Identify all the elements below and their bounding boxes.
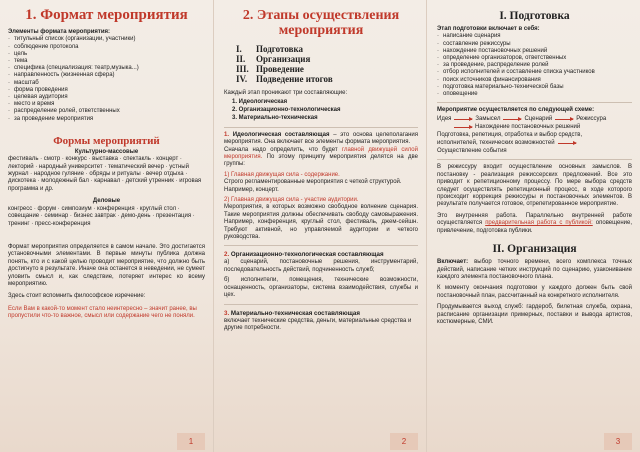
- flow-step: Осуществление события: [437, 148, 507, 155]
- list-item: · нахождение постановочных решений: [437, 48, 632, 55]
- page-number: 3: [604, 433, 632, 450]
- list-item: · поиск источников финансирования: [437, 77, 632, 84]
- divider: [437, 159, 632, 160]
- business-forms: конгресс · форум · симпозиум · конференция · круглый стол · совещание · семинар · бизнес завтрак · демо-день · презентация · тренинг · пресс-конференция: [8, 205, 195, 227]
- prep-list: [437, 33, 632, 98]
- stage-item: II. Организация: [236, 54, 311, 64]
- list-item: · цель: [8, 51, 205, 58]
- elements-heading: Элементы формата мероприятия:: [8, 29, 111, 35]
- list-item: · определение организаторов, ответственных: [437, 55, 632, 62]
- list-item: 2. Организационно-технологическая: [232, 107, 341, 114]
- scheme-flow-2: [437, 124, 632, 131]
- page-1: [0, 0, 213, 452]
- divider: [224, 304, 418, 305]
- list-item: · тема: [8, 58, 205, 65]
- flow-step: Нахождение постановочных решений: [475, 123, 581, 130]
- directing-paragraph: В режиссуру входит осуществление основных замыслов. В постановку - реализация режиссерских предложений. Все это приводит к репетиционному процессу. По мере выбора средств следует осуществлять репетиционный процесс, в ходе которого происходит коррекция режиссуры и постановочных элементов. В результате получается готовое, отрепетированное мероприятие.: [437, 164, 632, 208]
- list-item: · подготовка материально-технической базы: [437, 84, 632, 91]
- list-item: · титульный список (организации, участники): [8, 36, 205, 43]
- group-2-text: Мероприятия, в которых возможно свободное волнение сценария. Такие мероприятия должны обеспечивать свободу самовыражения. Например, конференция, круглый стол, фестиваль, джем-сейшн. Требуют активной, но управляемой аудитории и четкого руководства.: [224, 204, 418, 241]
- business-heading: Деловые: [92, 198, 121, 205]
- page-3: [426, 0, 640, 452]
- flow-step: Режиссура: [576, 115, 607, 122]
- list-item: 1. Идеологическая: [232, 99, 288, 106]
- stages-list: [224, 44, 418, 84]
- quote-text: Если Вам в какой-то момент стало неинтересно – значит ранее, вы пропустили что-то важное, смысл или содержание чего не поняли.: [8, 305, 197, 320]
- stage-item: I. Подготовка: [236, 44, 304, 54]
- org-paragraph-1: Включает: выбор точного времени, всего комплекса точных действий, написание четких инструкций по сценарию, узаконивание каждого элемента постановочного плана.: [437, 259, 632, 280]
- flow-step: Подготовка, репетиция, отработка и выбор средств,: [437, 131, 583, 138]
- page-number: 2: [390, 433, 418, 450]
- scheme-heading: Мероприятие осуществляется по следующей схеме:: [437, 107, 595, 114]
- list-item: · масштаб: [8, 80, 205, 87]
- list-item: · специфика (специализация: театр,музыка...): [8, 65, 205, 72]
- internal-work-paragraph: Это внутренняя работа. Параллельно внутренней работе осуществляется предварительная работа с публикой: оповещение, привлечение, подготовка публики.: [437, 212, 633, 234]
- arrow-right-icon: [454, 119, 472, 120]
- page-title: 2. Этапы осуществления мероприятия: [242, 8, 400, 38]
- page-title: 1. Формат мероприятия: [25, 7, 188, 23]
- components-list: [224, 99, 418, 122]
- group-2-title: 2) Главная движущая сила - участие аудитории.: [224, 197, 359, 204]
- flow-step: Идея: [437, 115, 452, 122]
- list-item: · соблюдение протокола: [8, 44, 205, 51]
- section-title-organization: II. Организация: [492, 243, 577, 256]
- group-1-text: Строго регламентированные мероприятия с четкой структурой. Например, концерт.: [224, 179, 402, 193]
- components-intro: Каждый этап проникают три составляющие:: [224, 90, 348, 96]
- material-text: включает технические средства, деньги, материальные средства и другие потребности.: [224, 317, 412, 331]
- group-1-title: 1) Главная движущая сила - содержание.: [224, 171, 340, 178]
- org-tech-a: а) сценарий, постановочные решения, инструментарий, последовательность действий, подчиненность служб;: [224, 259, 418, 273]
- list-item: · отбор исполнителей и составление списка участников: [437, 69, 632, 76]
- list-item: · целевая аудитория: [8, 94, 205, 101]
- page-2: [213, 0, 426, 452]
- stage-item: III. Проведение: [236, 64, 304, 74]
- list-item: · за проведение мероприятия: [8, 116, 205, 123]
- list-item: 3. Материально-техническая: [232, 115, 318, 121]
- ideological-paragraph: 1. Идеологическая составляющая – это основа целеполагания мероприятия. Она включает все элементы формата мероприятия.: [224, 131, 419, 146]
- scheme-flow-3: [437, 140, 632, 147]
- arrow-right-icon: [558, 143, 576, 144]
- list-item: · форма проведения: [8, 87, 205, 94]
- page-number: 1: [177, 433, 205, 450]
- driving-force-paragraph: Сначала надо определить, что будет главной движущей силой мероприятия. По этому принципу мероприятия делятся на две группы:: [224, 146, 418, 168]
- list-item: · написание сценария: [437, 33, 632, 40]
- list-item: · оповещение: [437, 91, 632, 98]
- section-title-preparation: I. Подготовка: [499, 10, 570, 22]
- flow-step: Сценарий: [524, 115, 553, 122]
- cultural-heading: Культурно-массовые: [74, 148, 139, 155]
- list-item: · распределение ролей, ответственных: [8, 108, 205, 115]
- list-item: · составление режиссуры: [437, 41, 632, 48]
- list-item: · направленность (жизненная сфера): [8, 72, 205, 79]
- org-paragraph-2: К моменту окончания подготовки у каждого должен быть свой постановочный план, рассчитанный на конкретного исполнителя.: [437, 285, 632, 299]
- arrow-right-icon: [555, 119, 573, 120]
- divider: [437, 102, 632, 103]
- stage-item: IV. Подведение итогов: [236, 74, 333, 84]
- elements-list: [8, 36, 205, 122]
- prep-heading: Этап подготовки включает в себя:: [437, 26, 540, 32]
- divider: [224, 245, 418, 246]
- divider: [224, 127, 418, 128]
- org-paragraph-3: Продумывается выход служб: гардероб, билетная служба, охрана, расписание организации примерных, поставки и вывода артистов, костюмерные, СМИ.: [437, 304, 632, 325]
- list-item: · место и время: [8, 101, 205, 108]
- org-tech-b: б) исполнители, помещения, технические возможности, оснащенность, организаторы, система взаимодействия, службы и цех.: [224, 277, 418, 299]
- material-heading: 3. Материально-техническая составляющая: [224, 309, 360, 317]
- org-tech-heading: 2. Организационно-технологическая составляющая: [224, 251, 384, 259]
- flow-step: исполнителей, технических возможностей: [437, 140, 555, 147]
- arrow-right-icon: [503, 119, 521, 120]
- list-item: · за проведение, распределение ролей: [437, 62, 632, 69]
- scheme-flow: [437, 116, 632, 123]
- format-paragraph: Формат мероприятия определяется в самом начале. Это достигается установочными элементами. В первые минуты публика должна понять, кто и с какой целью проводит мероприятие, что должно быть достигнуто в результате. Иначе она останется в неведении, не сумеет уловить смысл и, как следствие, потеряет интерес ко всему мероприятию.: [8, 243, 205, 287]
- arrow-right-icon: [454, 127, 472, 128]
- quote-intro: Здесь стоит вспомнить философское изречение:: [8, 293, 146, 300]
- forms-title: Формы мероприятий: [53, 134, 160, 147]
- flow-step: Замысел: [475, 115, 501, 122]
- cultural-forms: фестиваль · смотр · конкурс · выставка · спектакль · концерт · лекторий · народный университет · тематический вечер · устный журнал · народное гуляние · обряды и ритуалы · вечер отдыха · дискотека · молодежный бал · карнавал · детский утренник · игровая программа и др.: [8, 156, 202, 192]
